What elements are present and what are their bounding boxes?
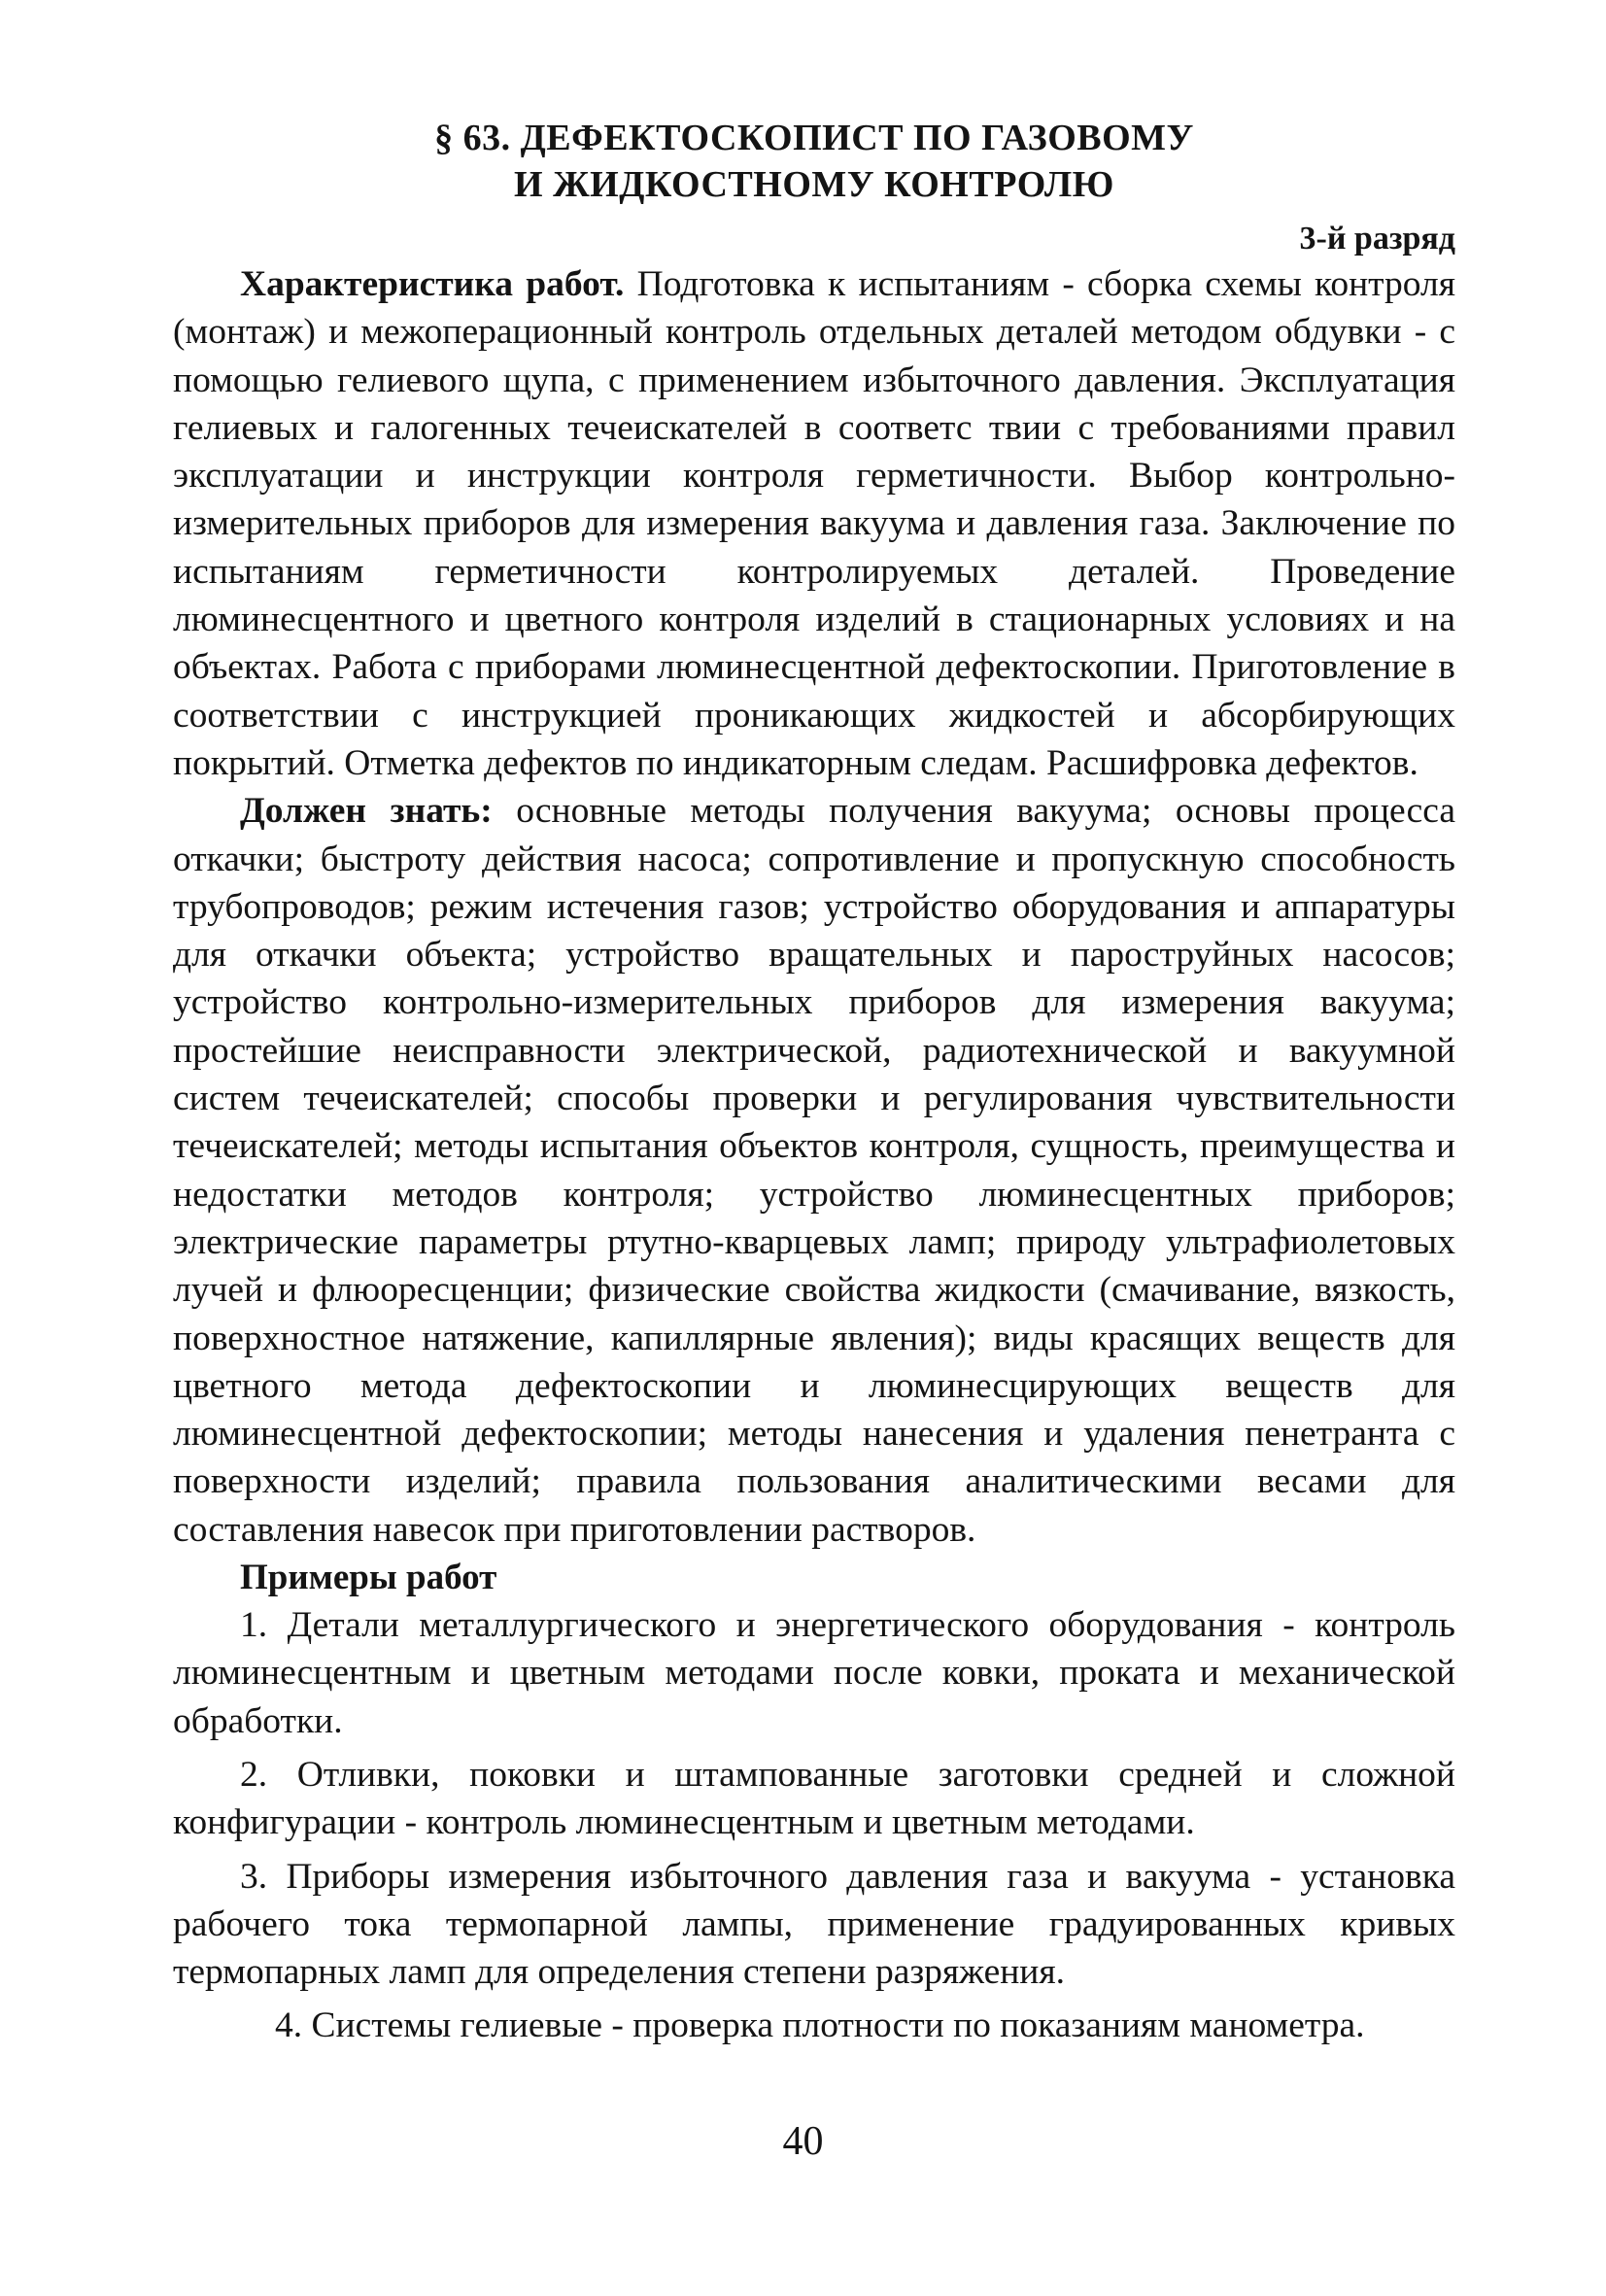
page-number: 40: [782, 2119, 824, 2164]
example-item-1: 1. Детали металлургического и энергетического оборудования - контроль люминесцентным и цветным методами после ковки, проката и механической обработки.: [173, 1605, 1455, 1741]
characteristics-lead: Характеристика работ.: [240, 264, 625, 304]
example-item-2: 2. Отливки, поковки и штампованные заготовки средней и сложной конфигурации - контроль люминесцентным и цветным методами.: [173, 1754, 1455, 1843]
section-title: [173, 115, 1455, 208]
section-title-line-1: § 63. ДЕФЕКТОСКОПИСТ ПО ГАЗОВОМУ: [434, 118, 1194, 158]
example-item-3: 3. Приборы измерения избыточного давления газа и вакуума - установка рабочего тока термопарной лампы, применение градуированных кривых термопарных ламп для определения степени разряжения.: [173, 1856, 1455, 1993]
must-know-paragraph: [173, 787, 1455, 1554]
characteristics-paragraph: [173, 260, 1455, 787]
examples-heading: Примеры работ: [240, 1558, 497, 1598]
characteristics-text: Подготовка к испытаниям - сборка схемы контроля (монтаж) и межоперационный контроль отдельных деталей методом обдувки - с помощью гелиевого щупа, с применением избыточного давления. Эксплуатация гелиевых и галогенных течеискателей в соответс твии с требованиями правил эксплуатации и инструкции контроля герметичности. Выбор контрольно-измерительных приборов для измерения вакуума и давления газа. Заключение по испытаниям герметичности контролируемых деталей. Проведение люминесцентного и цветного контроля изделий в стационарных условиях и на объектах. Работа с приборами люминесцентной дефектоскопии. Приготовление в соответствии с инструкцией проникающих жидкостей и абсорбирующих покрытий. Отметка дефектов по индикаторным следам. Расшифровка дефектов.: [173, 264, 1455, 783]
grade-label: 3-й разряд: [1299, 221, 1455, 257]
page-content: [173, 115, 1455, 2056]
must-know-lead: Должен знать:: [240, 791, 493, 832]
example-item-4: 4. Системы гелиевые - проверка плотности по показаниям манометра.: [275, 2005, 1365, 2046]
section-title-line-2: И ЖИДКОСТНОМУ КОНТРОЛЮ: [514, 164, 1114, 205]
must-know-text: основные методы получения вакуума; основы процесса откачки; быстроту действия насоса; сопротивление и пропускную способность трубопроводов; режим истечения газов; устройство оборудования и аппаратуры для откачки объекта; устройство вращательных и пароструйных насосов; устройство контрольно-измерительных приборов для измерения вакуума; простейшие неисправности электрической, радиотехнической и вакуумной систем течеискателей; способы проверки и регулирования чувствительности течеискателей; методы испытания объектов контроля, сущность, преимущества и недостатки методов контроля; устройство люминесцентных приборов; электрические параметры ртутно-кварцевых ламп; природу ультрафиолетовых лучей и флюоресценции; физические свойства жидкости (смачивание, вязкость, поверхностное натяжение, капиллярные явления); виды красящих веществ для цветного метода дефектоскопии и люминесцирующих веществ для люминесцентной дефектоскопии; методы нанесения и удаления пенетранта с поверхности изделий; правила пользования аналитическими весами для составления навесок при приготовлении растворов.: [173, 791, 1455, 1550]
